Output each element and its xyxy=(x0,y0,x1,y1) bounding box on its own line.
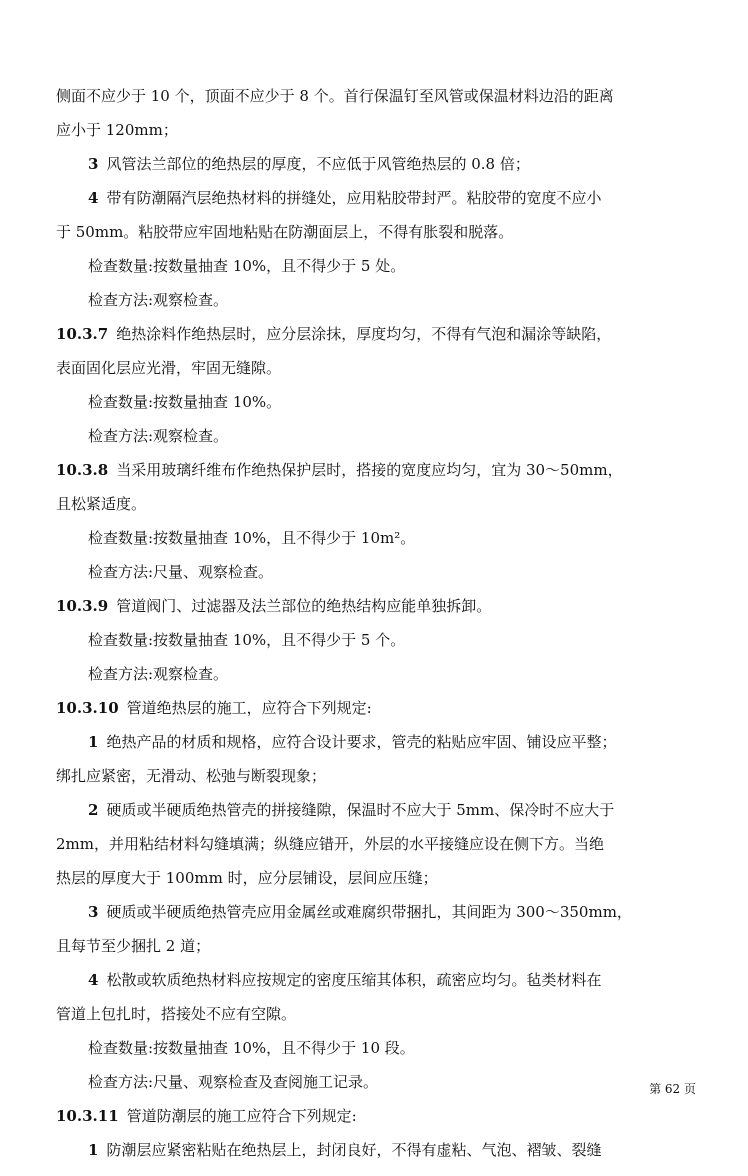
text-line: 1 防潮层应紧密粘贴在绝热层上，封闭良好，不得有虚粘、气泡、褶皱、裂缝 xyxy=(88,1142,602,1159)
item-number: 1 xyxy=(88,734,99,751)
clause-number: 10.3.11 xyxy=(56,1108,119,1125)
text-line: 且每节至少捆扎 2 道； xyxy=(56,938,211,955)
item-number: 1 xyxy=(88,1142,99,1159)
text-line: 2 硬质或半硬质绝热管壳的拼接缝隙，保温时不应大于 5mm、保冷时不应大于 xyxy=(88,802,615,819)
text-line: 4 松散或软质绝热材料应按规定的密度压缩其体积，疏密应均匀。毡类材料在 xyxy=(88,972,602,989)
text-line: 于 50mm。粘胶带应牢固地粘贴在防潮面层上，不得有胀裂和脱落。 xyxy=(56,224,514,241)
text-line: 检查数量:按数量抽查 10%，且不得少于 5 处。 xyxy=(88,258,406,275)
text-line: 3 风管法兰部位的绝热层的厚度，不应低于风管绝热层的 0.8 倍； xyxy=(88,156,530,173)
text-line: 热层的厚度大于 100mm 时，应分层铺设，层间应压缝； xyxy=(56,870,438,887)
clause-line: 10.3.7 绝热涂料作绝热层时，应分层涂抹，厚度均匀，不得有气泡和漏涂等缺陷， xyxy=(56,326,612,343)
text-line: 且松紧适度。 xyxy=(56,496,147,513)
text-line: 检查数量:按数量抽查 10%，且不得少于 10 段。 xyxy=(88,1040,415,1057)
page-body xyxy=(56,88,696,1176)
text-line: 表面固化层应光滑，牢固无缝隙。 xyxy=(56,360,282,377)
clause-line: 10.3.10 管道绝热层的施工，应符合下列规定: xyxy=(56,700,372,717)
clause-line: 10.3.9 管道阀门、过滤器及法兰部位的绝热结构应能单独拆卸。 xyxy=(56,598,492,615)
item-number: 2 xyxy=(88,802,99,819)
clause-line: 10.3.8 当采用玻璃纤维布作绝热保护层时，搭接的宽度应均匀，宜为 30～50mm， xyxy=(56,462,623,479)
text-line: 管道上包扎时，搭接处不应有空隙。 xyxy=(56,1006,297,1023)
text-line: 2mm，并用粘结材料勾缝填满；纵缝应错开，外层的水平接缝应设在侧下方。当绝 xyxy=(56,836,604,853)
text-line: 检查方法:尺量、观察检查及查阅施工记录。 xyxy=(88,1074,379,1091)
text-line: 4 带有防潮隔汽层绝热材料的拼缝处，应用粘胶带封严。粘胶带的宽度不应小 xyxy=(88,190,602,207)
text-line: 检查数量:按数量抽查 10%。 xyxy=(88,394,282,411)
item-number: 4 xyxy=(88,972,99,989)
text-line: 检查数量:按数量抽查 10%，且不得少于 5 个。 xyxy=(88,632,406,649)
page-number: 第 62 页 xyxy=(649,1082,696,1096)
clause-number: 10.3.7 xyxy=(56,326,109,343)
text-line: 检查方法:观察检查。 xyxy=(88,292,229,309)
item-number: 4 xyxy=(88,190,99,207)
clause-number: 10.3.9 xyxy=(56,598,109,615)
text-line: 应小于 120mm； xyxy=(56,122,178,139)
clause-number: 10.3.10 xyxy=(56,700,119,717)
text-line: 检查方法:观察检查。 xyxy=(88,666,229,683)
text-line: 1 绝热产品的材质和规格，应符合设计要求，管壳的粘贴应牢固、铺设应平整； xyxy=(88,734,617,751)
text-line: 检查方法:观察检查。 xyxy=(88,428,229,445)
text-line: 绑扎应紧密，无滑动、松弛与断裂现象； xyxy=(56,768,327,785)
item-number: 3 xyxy=(88,904,99,921)
clause-number: 10.3.8 xyxy=(56,462,109,479)
item-number: 3 xyxy=(88,156,99,173)
text-line: 检查数量:按数量抽查 10%，且不得少于 10m²。 xyxy=(88,530,416,547)
clause-line: 10.3.11 管道防潮层的施工应符合下列规定: xyxy=(56,1108,357,1125)
text-line: 3 硬质或半硬质绝热管壳应用金属丝或难腐织带捆扎，其间距为 300～350mm， xyxy=(88,904,632,921)
text-line: 侧面不应少于 10 个，顶面不应少于 8 个。首行保温钉至风管或保温材料边沿的距离 xyxy=(56,88,614,105)
text-line: 检查方法:尺量、观察检查。 xyxy=(88,564,274,581)
